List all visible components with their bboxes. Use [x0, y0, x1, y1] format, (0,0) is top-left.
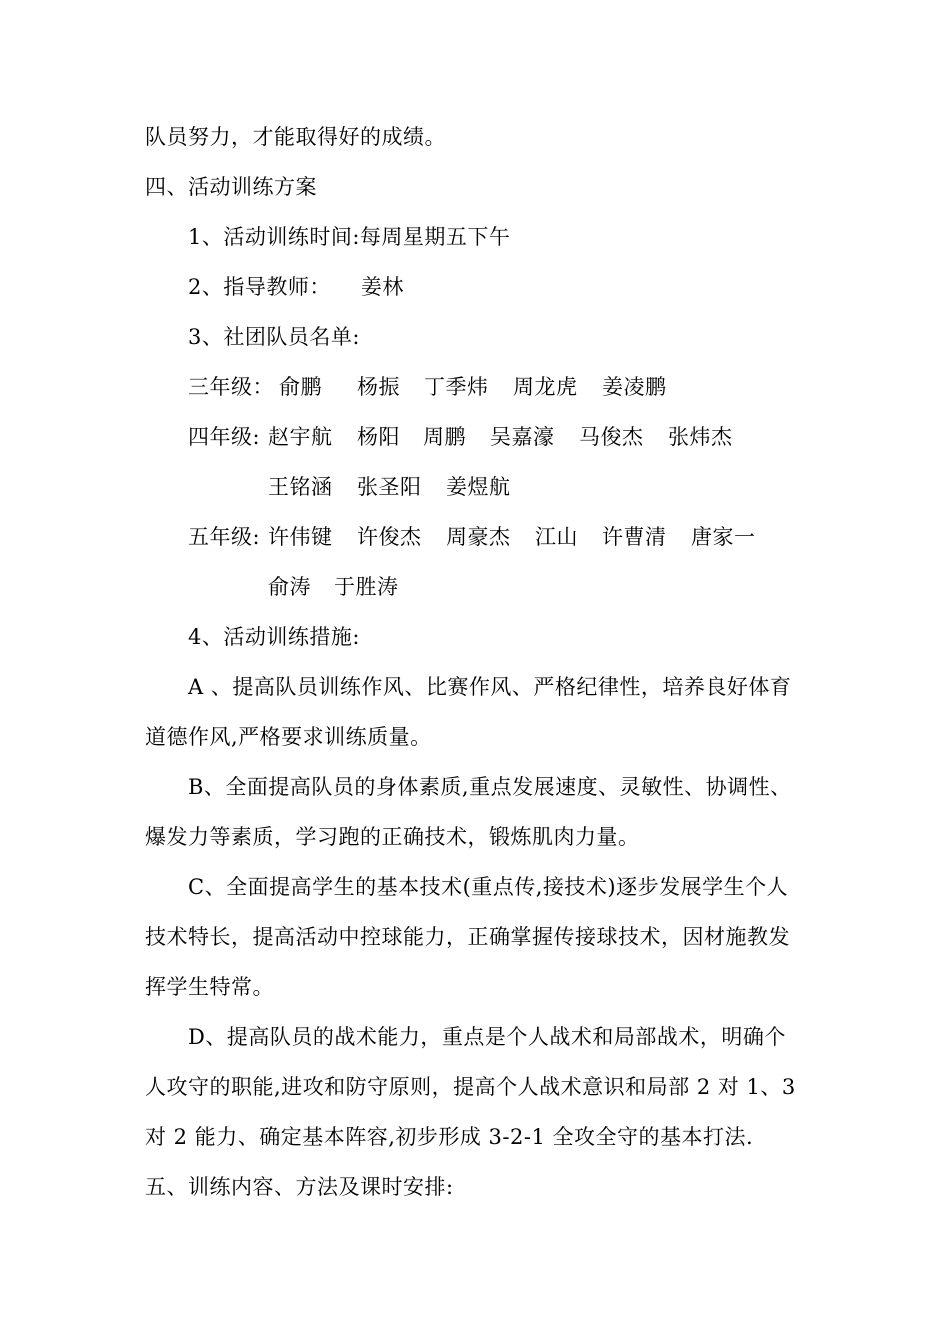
- member-name: 许伟键: [268, 525, 333, 549]
- item-instructor: [188, 262, 878, 312]
- item-training-time: 1、活动训练时间:每周星期五下午: [188, 225, 511, 249]
- member-name: 吴嘉濠: [490, 425, 555, 449]
- member-name: 周鹏: [423, 425, 466, 449]
- measure-a-line: A 、提高队员训练作风、比赛作风、严格纪律性，培养良好体育: [188, 675, 792, 699]
- member-name: 丁季炜: [424, 375, 489, 399]
- member-name: 江山: [535, 525, 578, 549]
- measure-c-line: C、全面提高学生的基本技术(重点传,接技术)逐步发展学生个人: [188, 875, 789, 899]
- grade5-label: 五年级:: [188, 525, 261, 549]
- member-name: 于胜涛: [334, 575, 399, 599]
- member-name: 马俊杰: [579, 425, 644, 449]
- item-instructor-value: 姜林: [360, 275, 404, 299]
- member-name: 姜煜航: [446, 475, 511, 499]
- measure-d-line: 人攻守的职能,进攻和防守原则，提高个人战术意识和局部 2 对 1、3: [145, 1075, 796, 1099]
- item-training-measures: 4、活动训练措施:: [188, 625, 360, 649]
- member-name: 周豪杰: [446, 525, 511, 549]
- member-name: 许俊杰: [357, 525, 422, 549]
- measure-d-line: D、提高队员的战术能力，重点是个人战术和局部战术，明确个: [188, 1025, 786, 1049]
- item-instructor-label: 2、指导教师：: [188, 275, 331, 299]
- member-name: 张炜杰: [668, 425, 733, 449]
- member-name: 姜凌鹏: [602, 375, 667, 399]
- measure-c-line: 挥学生特常。: [145, 975, 274, 999]
- member-name: 俞鹏: [279, 375, 322, 399]
- member-name: 周龙虎: [513, 375, 578, 399]
- measure-b-line: B、全面提高队员的身体素质,重点发展速度、灵敏性、协调性、: [188, 775, 792, 799]
- measure-d-line: 对 2 能力、确定基本阵容,初步形成 3-2-1 全攻全守的基本打法.: [145, 1125, 754, 1149]
- member-name: 俞涛: [268, 575, 311, 599]
- member-name: 赵宇航: [268, 425, 333, 449]
- grade4-label: 四年级:: [188, 425, 261, 449]
- member-name: 杨振: [357, 375, 400, 399]
- measure-b-line: 爆发力等素质，学习跑的正确技术，锻炼肌肉力量。: [145, 825, 640, 849]
- paragraph-line: 队员努力，才能取得好的成绩。: [145, 125, 446, 149]
- section-heading-4: 四、活动训练方案: [145, 175, 317, 199]
- member-name: 唐家一: [691, 525, 756, 549]
- member-name: 张圣阳: [357, 475, 422, 499]
- member-name: 王铭涵: [268, 475, 333, 499]
- section-heading-5: 五、训练内容、方法及课时安排:: [145, 1175, 454, 1199]
- member-name: 杨阳: [357, 425, 400, 449]
- member-name: 许曹清: [602, 525, 667, 549]
- measure-c-line: 技术特长，提高活动中控球能力，正确掌握传接球技术，因材施教发: [145, 925, 790, 949]
- measure-a-line: 道德作风,严格要求训练质量。: [145, 725, 432, 749]
- item-member-list: 3、社团队员名单:: [188, 325, 360, 349]
- grade3-label: 三年级：: [188, 375, 274, 399]
